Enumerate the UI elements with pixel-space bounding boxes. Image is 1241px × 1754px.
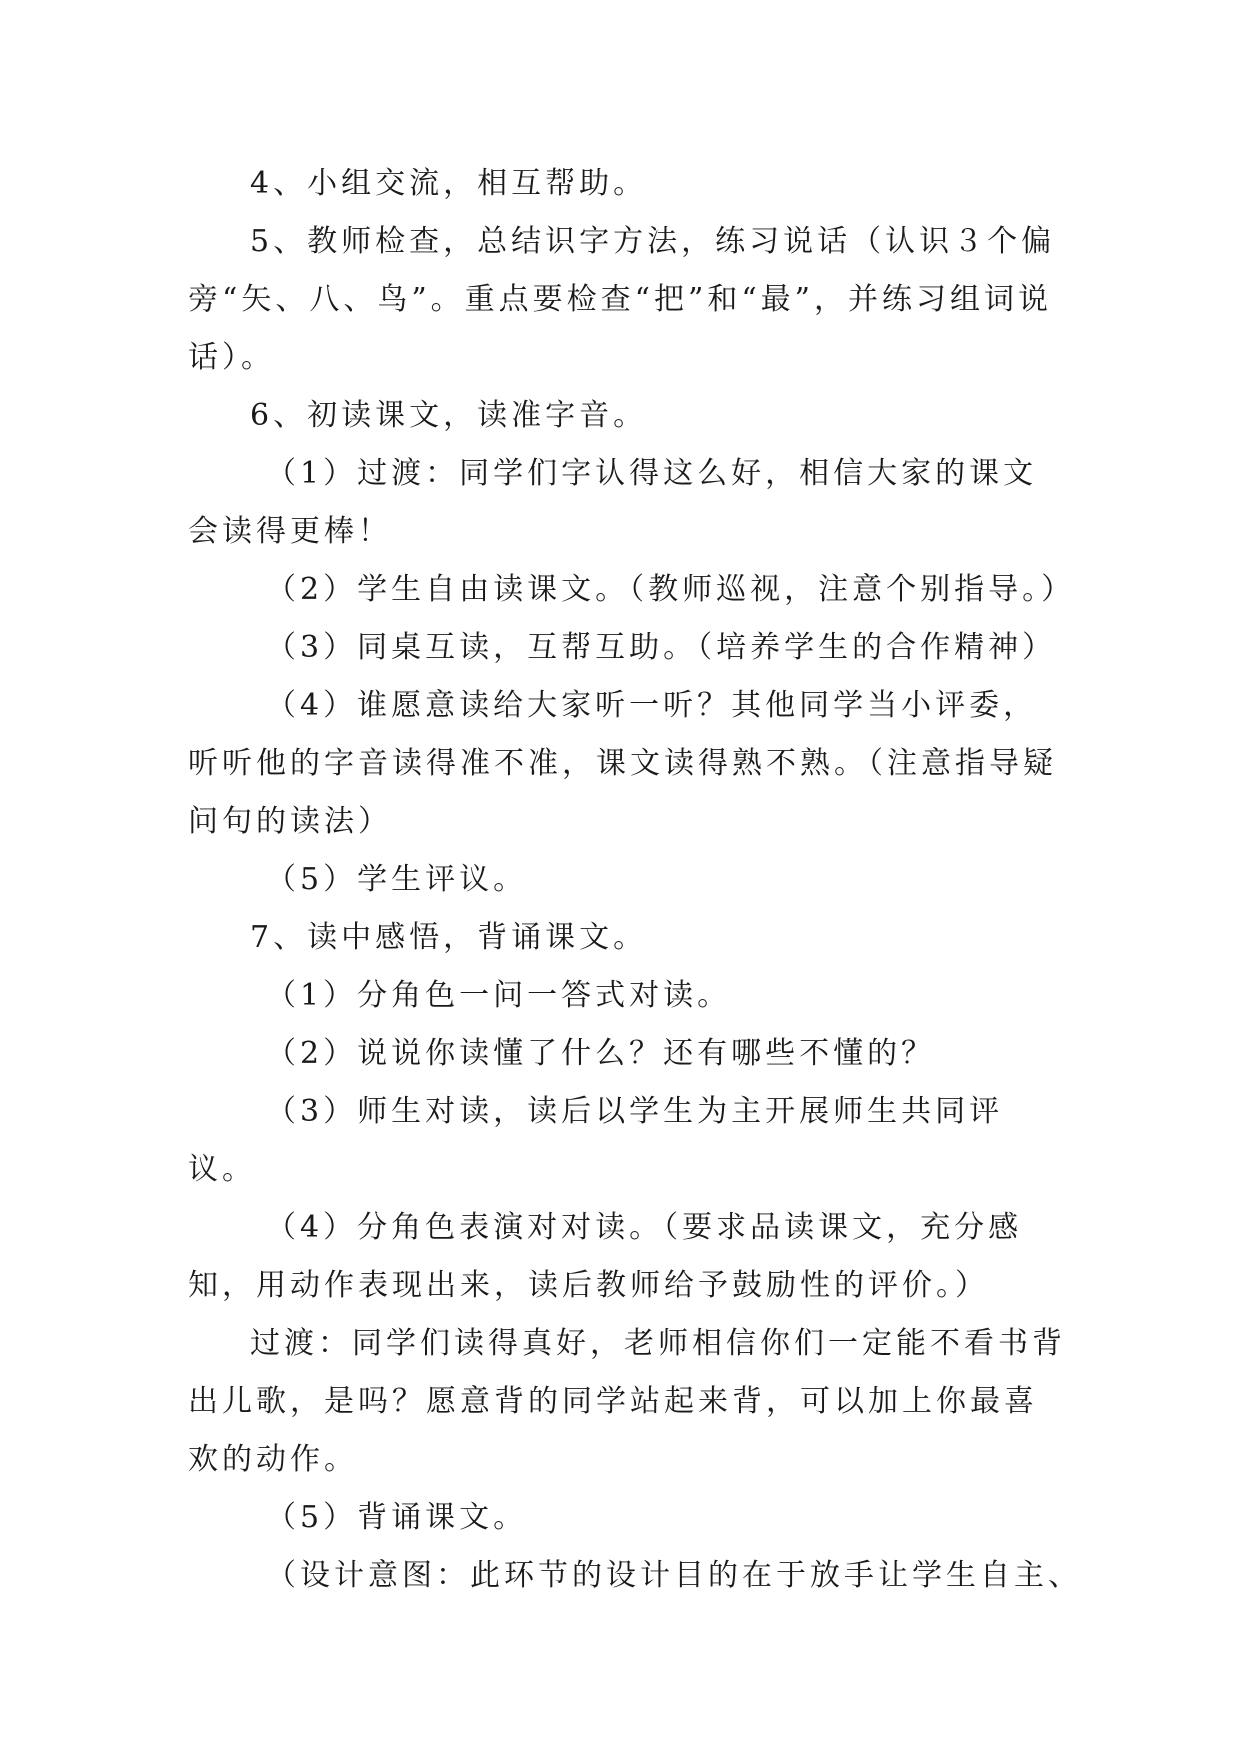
paragraph: （1）分角色一问一答式对读。 [266,978,732,1013]
paragraph: 7、读中感悟，背诵课文。 [250,920,648,955]
paragraph: 5、教师检查，总结识字方法，练习说话（认识３个偏旁“矢、八、鸟”。重点要检查“把”和“最”，并练习组词说话）。 [188,224,1056,375]
document-body [188,155,1082,1605]
paragraph: 过渡：同学们读得真好，老师相信你们一定能不看书背出儿歌，是吗？愿意背的同学站起来背，可以加上你最喜欢的动作。 [188,1326,1066,1477]
paragraph: （5）学生评议。 [266,862,528,897]
paragraph: 6、初读课文，读准字音。 [250,398,648,433]
paragraph: （1）过渡：同学们字认得这么好，相信大家的课文会读得更棒！ [188,456,1038,549]
paragraph: （2）说说你读懂了什么？还有哪些不懂的？ [266,1036,936,1071]
paragraph: （3）师生对读，读后以学生为主开展师生共同评议。 [188,1094,1004,1187]
paragraph: （设计意图：此环节的设计目的在于放手让学生自主、 [266,1558,1082,1593]
paragraph: （3）同桌互读，互帮互助。（培养学生的合作精神） [266,630,1057,665]
paragraph: （4）分角色表演对对读。（要求品读课文，充分感知，用动作表现出来，读后教师给予鼓励性的评价。） [188,1210,1023,1303]
paragraph: 4、小组交流，相互帮助。 [250,166,648,201]
paragraph: （4）谁愿意读给大家听一听？其他同学当小评委，听听他的字音读得准不准，课文读得熟不熟。（注意指导疑问句的读法） [188,688,1057,839]
paragraph: （5）背诵课文。 [266,1500,528,1535]
paragraph: （2）学生自由读课文。（教师巡视，注意个别指导。） [266,572,1076,607]
